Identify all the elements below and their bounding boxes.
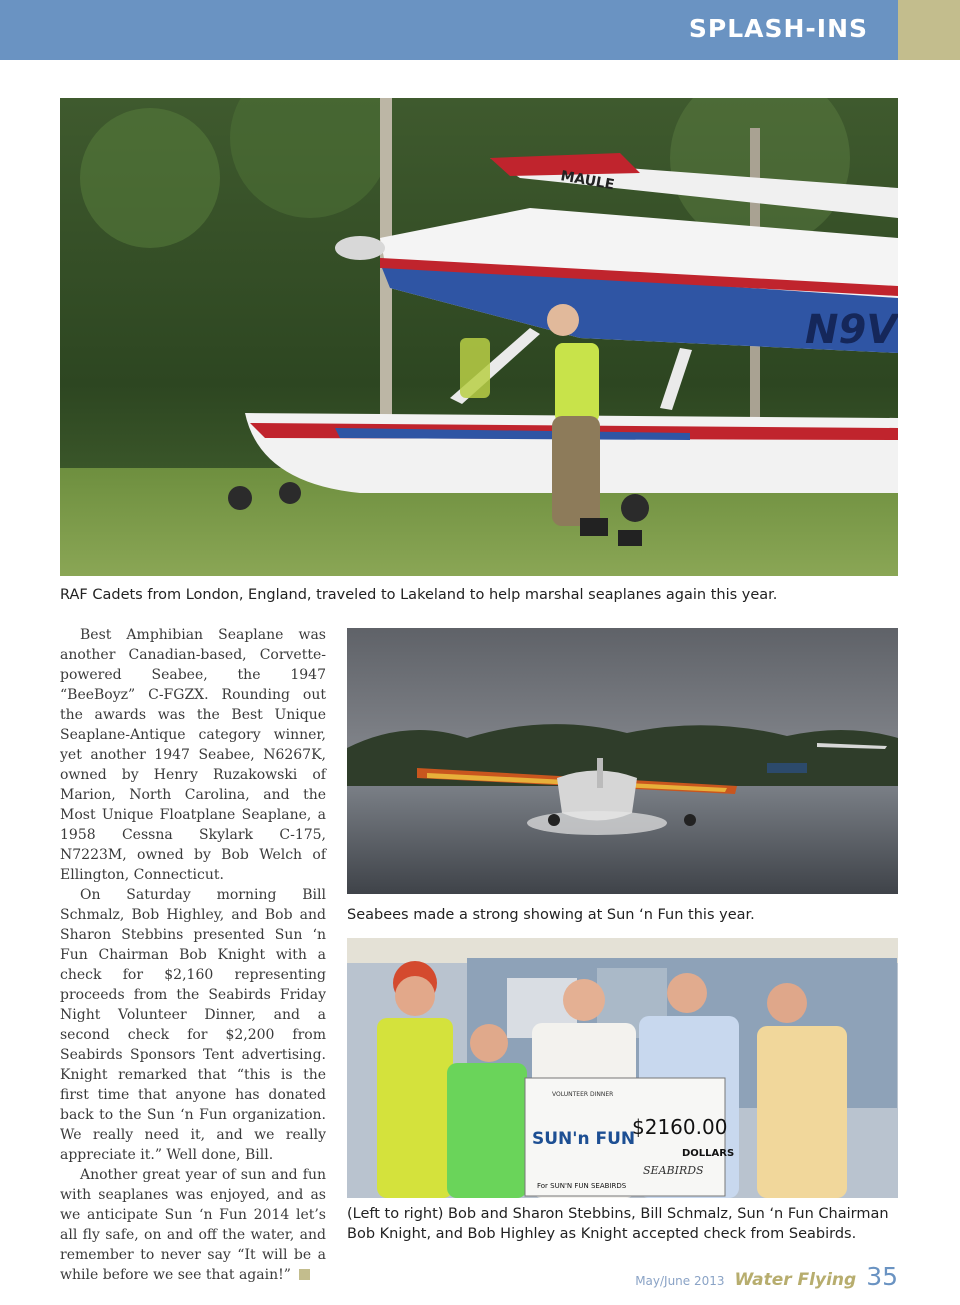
article-paragraph: Best Amphibian Seaplane was another Canadian-based, Corvette-powered Seabee, the 1947 “BeeBoyz” C-FGZX. Rounding out the awards was the Best Unique Seaplane-Antique category winner, yet another 1947 Seabee, N6267K, owned by Henry Ruzakowski of Marion, North Carolina, and the Most Unique Floatplane Seaplane, a 1958 Cessna Skylark C-175, N7223M, owned by Bob Welch of Ellington, Connecticut. [60,627,326,883]
article-paragraph: On Saturday morning Bill Schmalz, Bob Highley, and Bob and Sharon Stebbins presented Sun ‘n Fun Chairman Bob Knight with a check for $2,160 representing proceeds from the Seabirds Friday Night Volunteer Dinner, and a second check for $2,200 from Seabirds Sponsors Tent advertising. Knight remarked that “this is the first time that anyone has donated back to the Sun ‘n Fun organization. We really need it, and we really appreciate it.” Well done, Bill. [60,887,326,1163]
article-paragraph [60,1165,326,1285]
bottom-photo-caption: (Left to right) Bob and Sharon Stebbins, Bill Schmalz, Sun ‘n Fun Chairman Bob Knight, and Bob Highley as Knight accepted check from Seabirds. [347,1206,889,1242]
header-accent-block [898,0,960,60]
check-payee-text: For SUN'N FUN SEABIRDS [537,1182,627,1190]
issue-date: May/June 2013 [635,1274,725,1288]
seaplane-with-marshal-photo [60,98,898,576]
seabee-on-water-photo [347,628,898,894]
section-title: SPLASH-INS [688,14,868,43]
check-amount-text: $2160.00 [632,1115,728,1139]
check-dollars-text: DOLLARS [682,1148,735,1159]
tail-number-text: N9V [805,307,898,353]
maule-brand-text: MAULE [559,168,616,194]
check-banner-text: SUN'n FUN [532,1129,636,1149]
article-body [60,625,326,1285]
page-number: 35 [866,1262,898,1291]
magazine-name: Water Flying [734,1270,857,1290]
check-presentation-photo [347,938,898,1198]
page-footer [635,1262,898,1291]
article-paragraph-text: Another great year of sun and fun with seaplanes was enjoyed, and as we anticipate Sun ‘n Fun 2014 let’s all fly safe, on and off the water, and remember to never say “It will be a while before we see that again!” [60,1167,326,1283]
end-of-article-mark [299,1269,310,1280]
check-memo-text: VOLUNTEER DINNER [552,1091,614,1098]
check-signature-text: SEABIRDS [643,1164,704,1177]
top-photo-caption: RAF Cadets from London, England, traveled to Lakeland to help marshal seaplanes again this year. [60,587,778,603]
middle-photo-caption: Seabees made a strong showing at Sun ‘n Fun this year. [347,907,755,923]
